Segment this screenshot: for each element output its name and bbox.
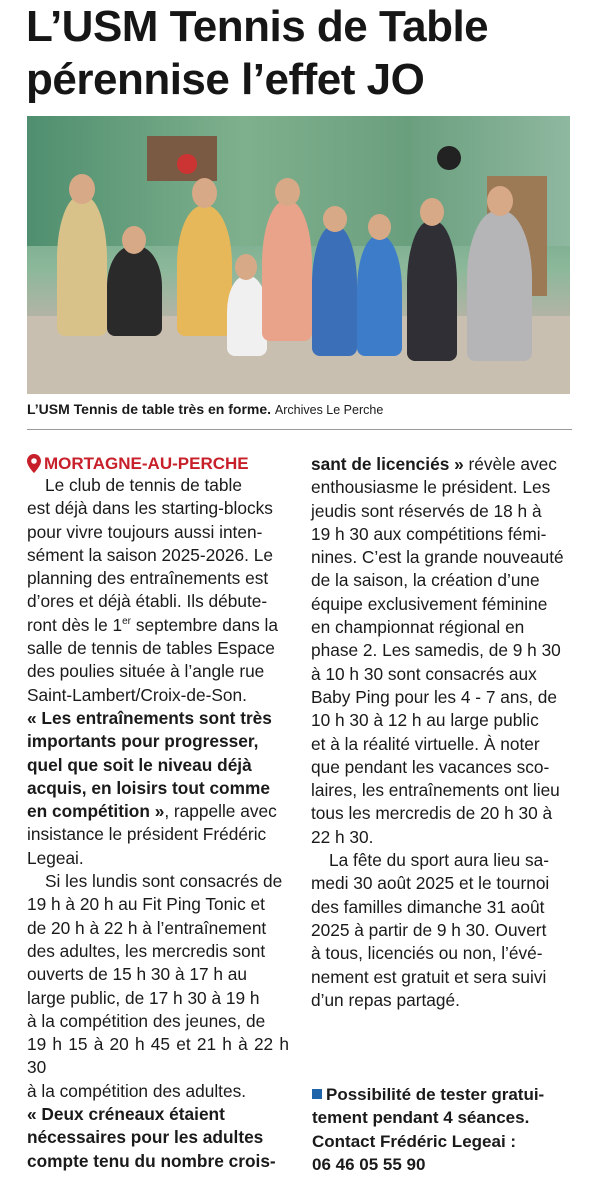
text-line: à la compétition des adultes.	[27, 1080, 247, 1101]
text-line: planning des entraînements est	[27, 568, 269, 589]
text-line: équipe exclusivement féminine	[311, 593, 548, 614]
text-line: sant de licenciés » révèle avec	[311, 454, 557, 474]
text-line: ouverts de 15 h 30 à 17 h au	[27, 964, 248, 985]
text-line: tous les mercredis de 20 h 30 à	[311, 803, 553, 824]
text-line: de la saison, la création d’une	[311, 570, 540, 591]
quote-line: quel que soit le niveau déjà	[27, 754, 252, 775]
text-line: ront dès le 1er septembre dans la	[27, 614, 278, 635]
text-line: sément la saison 2025-2026. Le	[27, 544, 273, 565]
bullet-square-icon	[312, 1089, 322, 1099]
text-line: à la compétition des jeunes, de	[27, 1010, 266, 1031]
photo-caption	[27, 400, 572, 419]
article-column-left	[27, 453, 289, 1173]
text-line: à tous, licenciés ou non, l’évé-	[311, 943, 543, 964]
divider	[27, 429, 572, 430]
headline-line: pérennise l’effet JO	[26, 55, 425, 104]
text-line: 2025 à partir de 9 h 30. Ouvert	[311, 919, 547, 940]
text-line: insistance le président Frédéric	[27, 824, 267, 845]
info-box	[312, 1083, 577, 1176]
info-line: tement pendant 4 séances.	[312, 1108, 530, 1128]
text-line: d’un repas partagé.	[311, 989, 460, 1010]
text-line: phase 2. Les samedis, de 9 h 30	[311, 640, 561, 661]
text-line: de 20 h à 22 h à l’entraînement	[27, 917, 267, 938]
text-line: laires, les entraînements ont lieu	[311, 780, 560, 801]
text-line: Legeai.	[27, 847, 84, 868]
dateline-text: MORTAGNE-AU-PERCHE	[44, 454, 249, 473]
caption-credit: Archives Le Perche	[274, 403, 384, 417]
text-line: en championnat régional en	[311, 617, 525, 638]
quote-line: « Les entraînements sont très	[27, 707, 272, 728]
text-line: à 10 h 30 sont consacrés aux	[311, 663, 537, 684]
text-line: des poulies située à l’angle rue	[27, 661, 265, 682]
info-line: Contact Frédéric Legeai :	[312, 1131, 517, 1151]
text-line: 19 h 30 aux compétitions fémi-	[311, 523, 547, 544]
headline-line: L’USM Tennis de Table	[26, 2, 489, 51]
quote-line: nécessaires pour les adultes	[27, 1127, 264, 1148]
dateline	[27, 453, 289, 474]
text-line: 19 h à 20 h au Fit Ping Tonic et	[27, 894, 265, 915]
text-line: des adultes, les mercredis sont	[27, 940, 266, 961]
phone-number: 06 46 05 55 90	[312, 1154, 426, 1174]
text-line: jeudis sont réservés de 18 h à	[311, 500, 542, 521]
text-line: 22 h 30.	[311, 826, 374, 847]
caption-title: L’USM Tennis de table très en forme.	[27, 401, 272, 417]
text-line: Baby Ping pour les 4 - 7 ans, de	[311, 686, 557, 707]
text-line: d’ores et déjà établi. Ils débute-	[27, 591, 268, 612]
info-line: Possibilité de tester gratui-	[312, 1083, 577, 1106]
text-line: enthousiasme le président. Les	[311, 477, 551, 498]
text-line: salle de tennis de tables Espace	[27, 638, 275, 659]
text-line: 19 h 15 à 20 h 45 et 21 h à 22 h 30	[27, 1034, 289, 1078]
location-pin-icon	[27, 454, 41, 473]
article-column-right	[311, 453, 573, 1012]
text-line: nines. C’est la grande nouveauté	[311, 547, 564, 568]
quote-line: acquis, en loisirs tout comme	[27, 777, 270, 798]
text-line: nement est gratuit et sera suivi	[311, 966, 547, 987]
text-line: que pendant les vacances sco-	[311, 756, 550, 777]
text-line: pour vivre toujours aussi inten-	[27, 521, 263, 542]
text-line: La fête du sport aura lieu sa-	[329, 850, 549, 871]
quote-line: importants pour progresser,	[27, 731, 259, 752]
text-line: large public, de 17 h 30 à 19 h	[27, 987, 260, 1008]
text-line: Saint-Lambert/Croix-de-Son.	[27, 684, 247, 705]
text-line: 10 h 30 à 12 h au large public	[311, 710, 539, 731]
headline	[26, 0, 586, 106]
text-line: medi 30 août 2025 et le tournoi	[311, 873, 550, 894]
quote-line: « Deux créneaux étaient	[27, 1104, 225, 1125]
text-line: Si les lundis sont consacrés de	[45, 871, 283, 892]
text-line: des familles dimanche 31 août	[311, 896, 545, 917]
group-photo	[27, 116, 570, 394]
text-line: en compétition », rappelle avec	[27, 801, 277, 822]
text-line: et à la réalité virtuelle. À noter	[311, 733, 540, 754]
text-line: est déjà dans les starting-blocks	[27, 498, 273, 519]
quote-line: compte tenu du nombre crois-	[27, 1150, 276, 1171]
text-line: Le club de tennis de table	[45, 475, 242, 495]
